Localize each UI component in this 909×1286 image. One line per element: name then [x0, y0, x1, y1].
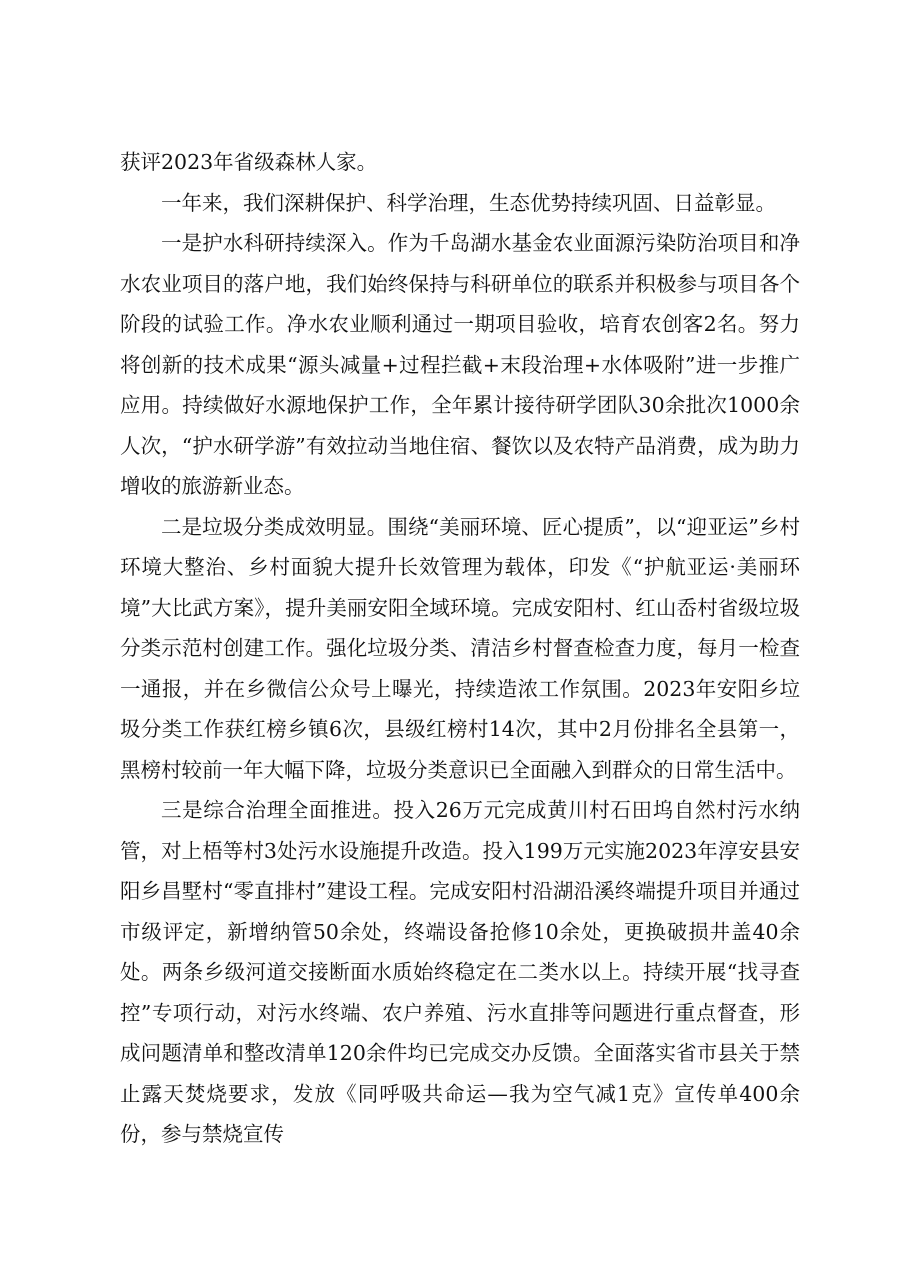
- document-body: [120, 142, 800, 1155]
- paragraph-garbage-sorting: 二是垃圾分类成效明显。围绕“美丽环境、匠心提质”，以“迎亚运”乡村环境大整治、乡村面貌大提升长效管理为载体，印发《“护航亚运·美丽环境”大比武方案》，提升美丽安阳全域环境。完成安阳村、红山岙村省级垃圾分类示范村创建工作。强化垃圾分类、清洁乡村督查检查力度，每月一检查一通报，并在乡微信公众号上曝光，持续造浓工作氛围。2023年安阳乡垃圾分类工作获红榜乡镇6次，县级红榜村14次，其中2月份排名全县第一，黑榜村较前一年大幅下降，垃圾分类意识已全面融入到群众的日常生活中。: [120, 514, 800, 782]
- paragraph-intro: 一年来，我们深耕保护、科学治理，生态优势持续巩固、日益彰显。: [161, 190, 776, 215]
- paragraph-continued: 获评2023年省级森林人家。: [120, 150, 378, 174]
- paragraph-comprehensive-governance: 三是综合治理全面推进。投入26万元完成黄川村石田坞自然村污水纳管，对上梧等村3处污水设施提升改造。投入199万元实施2023年淳安县安阳乡昌墅村“零直排村”建设工程。完成安阳村沿湖沿溪终端提升项目并通过市级评定，新增纳管50余处，终端设备抢修10余处，更换破损井盖40余处。两条乡级河道交接断面水质始终稳定在二类水以上。持续开展“找寻查控”专项行动，对污水终端、农户养殖、污水直排等问题进行重点督查，形成问题清单和整改清单120余件均已完成交办反馈。全面落实省市县关于禁止露天焚烧要求，发放《同呼吸共命运—我为空气减1克》宣传单400余份，参与禁烧宣传: [120, 798, 800, 1146]
- paragraph-water-research: 一是护水科研持续深入。作为千岛湖水基金农业面源污染防治项目和净水农业项目的落户地，我们始终保持与科研单位的联系并积极参与项目各个阶段的试验工作。净水农业顺利通过一期项目验收，培育农创客2名。努力将创新的技术成果“源头减量+过程拦截+末段治理+水体吸附”进一步推广应用。持续做好水源地保护工作，全年累计接待研学团队30余批次1000余人次，“护水研学游”有效拉动当地住宿、餐饮以及农特产品消费，成为助力增收的旅游新业态。: [120, 231, 800, 498]
